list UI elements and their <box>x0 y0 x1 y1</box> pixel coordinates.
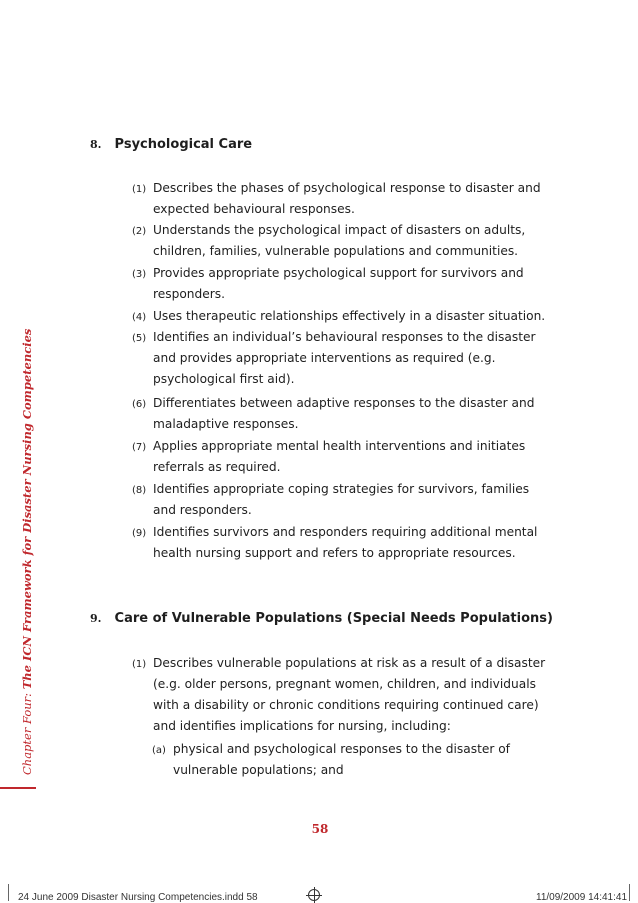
list-item-number: (1) <box>132 184 147 195</box>
list-item-number: (1) <box>132 659 147 670</box>
crop-mark-right <box>629 884 630 901</box>
registration-mark-icon <box>308 889 320 901</box>
crop-mark-left <box>8 884 9 901</box>
print-slug-filename: 24 June 2009 Disaster Nursing Competencies.indd 58 <box>18 892 258 903</box>
list-item <box>132 653 552 737</box>
list-item-text: Understands the psychological impact of disasters on adults, children, families, vulnerable populations and communities. <box>153 223 526 258</box>
section-8-number: 8. <box>90 138 102 151</box>
list-item <box>132 220 552 262</box>
list-item-text: Identifies an individual’s behavioural responses to the disaster and provides appropriate interventions as required (e.g. psychological first aid). <box>153 330 536 386</box>
chapter-title: The ICN Framework for Disaster Nursing Competencies <box>20 328 34 690</box>
chapter-prefix: Chapter Four: <box>20 692 34 775</box>
list-item-number: (2) <box>132 226 147 237</box>
chapter-side-label <box>20 329 34 775</box>
list-item <box>132 263 552 305</box>
list-item-number: (9) <box>132 528 147 539</box>
list-item-number: (3) <box>132 269 147 280</box>
list-item <box>132 178 552 220</box>
list-item-text: Uses therapeutic relationships effectively in a disaster situation. <box>153 309 546 323</box>
list-item-number: (7) <box>132 442 147 453</box>
print-slug-timestamp: 11/09/2009 14:41:41 <box>536 892 628 903</box>
list-item-text: Provides appropriate psychological support for survivors and responders. <box>153 266 524 301</box>
section-9-number: 9. <box>90 612 102 625</box>
list-item-number: (5) <box>132 333 147 344</box>
list-item <box>132 327 552 390</box>
side-accent-rule <box>0 787 36 789</box>
section-9-heading <box>90 611 553 626</box>
page-number: 58 <box>311 822 329 836</box>
list-item-number: (4) <box>132 312 147 323</box>
sub-list-item <box>152 739 552 781</box>
section-8-heading <box>90 137 252 152</box>
list-item-text: Describes vulnerable populations at risk as a result of a disaster (e.g. older persons, pregnant women, children, and individuals with a disability or chronic conditions requiring continued care) and identifies implications for nursing, including: <box>153 656 546 733</box>
list-item-number: (6) <box>132 399 147 410</box>
list-item <box>132 479 552 521</box>
list-item <box>132 393 552 435</box>
section-8-title: Psychological Care <box>114 137 253 152</box>
list-item <box>132 436 552 478</box>
sub-list-item-text: physical and psychological responses to the disaster of vulnerable populations; and <box>173 742 510 777</box>
list-item-text: Differentiates between adaptive responses to the disaster and maladaptive responses. <box>153 396 535 431</box>
list-item-text: Describes the phases of psychological response to disaster and expected behavioural responses. <box>153 181 541 216</box>
list-item <box>132 306 552 327</box>
list-item-text: Identifies appropriate coping strategies for survivors, families and responders. <box>153 482 530 517</box>
list-item-number: (8) <box>132 485 147 496</box>
section-9-title: Care of Vulnerable Populations (Special Needs Populations) <box>114 611 553 626</box>
list-item <box>132 522 552 564</box>
list-item-text: Applies appropriate mental health interventions and initiates referrals as required. <box>153 439 526 474</box>
sub-list-item-letter: (a) <box>152 745 166 756</box>
list-item-text: Identifies survivors and responders requiring additional mental health nursing support and refers to appropriate resources. <box>153 525 538 560</box>
